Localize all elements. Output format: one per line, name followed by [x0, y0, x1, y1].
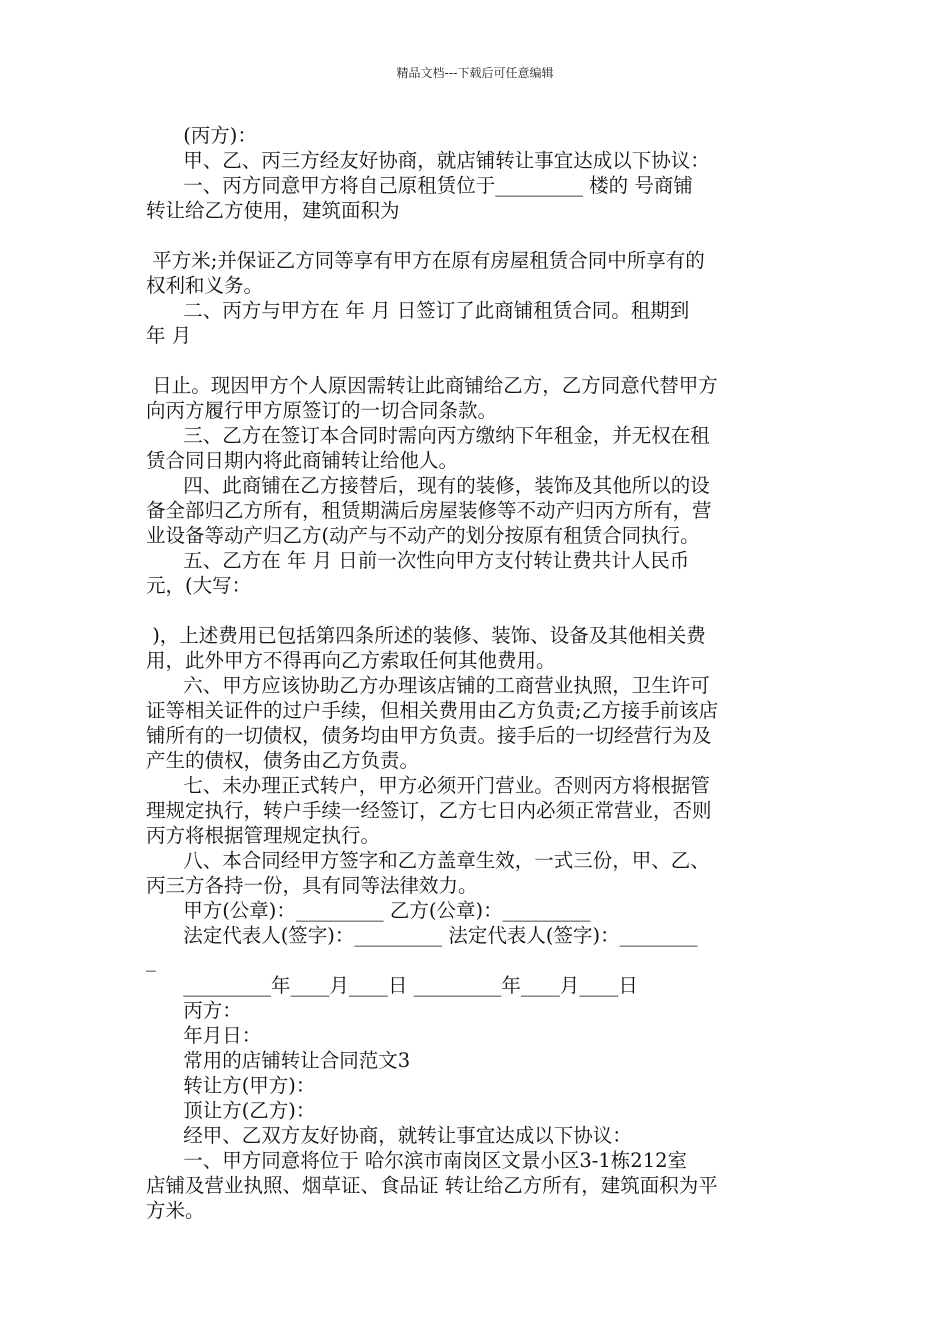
text-line: 三、乙方在签订本合同时需向丙方缴纳下年租金，并无权在租 — [146, 424, 710, 447]
text-line: )，上述费用已包括第四条所述的装修、装饰、设备及其他相关费 — [146, 624, 706, 647]
text-line: 元，(大写： — [146, 574, 252, 597]
text-line: 一、丙方同意甲方将自己原租赁位于_________ 楼的 号商铺 — [146, 174, 693, 197]
text-line: 常用的店铺转让合同范文3 — [146, 1049, 411, 1072]
text-line: 日止。现因甲方个人原因需转让此商铺给乙方，乙方同意代替甲方 — [146, 374, 718, 397]
text-line: _________年____月____日 _________年____月____日 — [146, 974, 638, 997]
text-line: 丙三方各持一份，具有同等法律效力。 — [146, 874, 478, 897]
text-line: 六、甲方应该协助乙方办理该店铺的工商营业执照，卫生许可 — [146, 674, 710, 697]
text-line: 年 月 — [146, 324, 192, 347]
text-line: 七、未办理正式转户，甲方必须开门营业。否则丙方将根据管 — [146, 774, 710, 797]
text-line: 店铺及营业执照、烟草证、食品证 转让给乙方所有，建筑面积为平 — [146, 1174, 718, 1197]
blank-line — [146, 223, 810, 248]
text-line: 经甲、乙双方友好协商，就转让事宜达成以下协议： — [146, 1124, 632, 1147]
text-line: 产生的债权，债务由乙方负责。 — [146, 749, 420, 772]
text-line: 丙方： — [146, 999, 242, 1022]
blank-line — [146, 348, 810, 373]
page-header: 精品文档---下载后可任意编辑 — [396, 66, 554, 80]
text-line: 甲方(公章)：_________ 乙方(公章)：_________ — [146, 899, 591, 922]
text-line: 四、此商铺在乙方接替后，现有的装修，装饰及其他所以的设 — [146, 474, 710, 497]
text-line: 向丙方履行甲方原签订的一切合同条款。 — [146, 399, 498, 422]
text-line: 八、本合同经甲方签字和乙方盖章生效，一式三份，甲、乙、 — [146, 849, 710, 872]
text-line: 理规定执行，转户手续一经签订，乙方七日内必须正常营业，否则 — [146, 799, 712, 822]
text-line: 备全部归乙方所有，租赁期满后房屋装修等不动产归丙方所有，营 — [146, 499, 712, 522]
text-line: 年月日： — [146, 1024, 262, 1047]
text-line: _ — [146, 949, 156, 972]
text-line: 五、乙方在 年 月 日前一次性向甲方支付转让费共计人民币 — [146, 549, 690, 572]
text-line: 平方米;并保证乙方同等享有甲方在原有房屋租赁合同中所享有的 — [146, 249, 705, 272]
text-line: 甲、乙、丙三方经友好协商，就店铺转让事宜达成以下协议： — [146, 149, 710, 172]
text-line: 用，此外甲方不得再向乙方索取任何其他费用。 — [146, 649, 556, 672]
text-line: 二、丙方与甲方在 年 月 日签订了此商铺租赁合同。租期到 — [146, 299, 690, 322]
text-line: (丙方)： — [146, 124, 257, 147]
blank-line — [146, 598, 810, 623]
text-line: 转让给乙方使用，建筑面积为 — [146, 199, 400, 222]
text-line: 证等相关证件的过户手续，但相关费用由乙方负责;乙方接手前该店 — [146, 699, 719, 722]
text-line: 铺所有的一切债权，债务均由甲方负责。接手后的一切经营行为及 — [146, 724, 712, 747]
text-line: 转让方(甲方)： — [146, 1074, 316, 1097]
text-line: 顶让方(乙方)： — [146, 1099, 316, 1122]
text-line: 权利和义务。 — [146, 274, 264, 297]
text-line: 丙方将根据管理规定执行。 — [146, 824, 381, 847]
text-line: 赁合同日期内将此商铺转让给他人。 — [146, 449, 459, 472]
text-line: 一、甲方同意将位于 哈尔滨市南岗区文景小区3-1栋212室 — [146, 1149, 688, 1172]
text-line: 法定代表人(签字)：_________ 法定代表人(签字)：________ — [146, 924, 698, 947]
text-line: 业设备等动产归乙方(动产与不动产的划分按原有租赁合同执行。 — [146, 524, 700, 547]
contract-body — [146, 123, 810, 1223]
text-line: 方米。 — [146, 1199, 205, 1222]
